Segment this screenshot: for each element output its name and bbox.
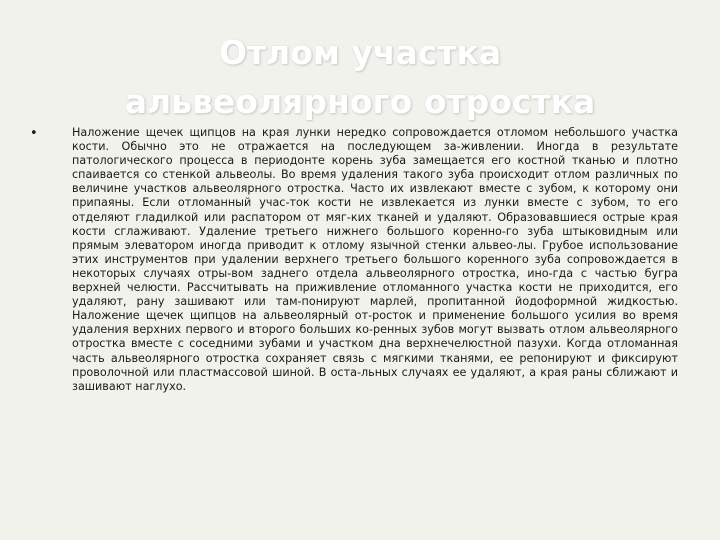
bullet-item [28, 126, 678, 394]
bullet-icon: • [30, 126, 38, 141]
slide-title: Отлом участка альвеолярного отростка [124, 33, 596, 121]
slide-content [28, 126, 678, 394]
bullet-text: Наложение щечек щипцов на края лунки нередко сопровождается отломом небольшого участка кости. Обычно это не отражается на последующем за-живлении. Иногда в результате патологического процесса в периодонте корень зуба замещается его костной тканью и плотно спаивается со стенкой альвеолы. Во время удаления такого зуба происходит отлом различных по величине участков альвеолярного отростка. Часто их извлекают вместе с зубом, к которому они припаяны. Если отломанный учас-ток кости не извлекается из лунки вместе с зубом, то его отделяют гладилкой или распатором от мяг-ких тканей и удаляют. Образовавшиеся острые края кости сглаживают. Удаление третьего нижнего большого коренно-го зуба штыковидным или прямым элеватором иногда приводит к отлому язычной стенки альвео-лы. Грубое использование этих инструментов при удалении верхнего третьего большого коренного зуба сопровождается в некоторых случаях отры-вом заднего отдела альвеолярного отростка, ино-гда с частью бугра верхней челюсти. Рассчитывать на приживление отломанного участка кости не приходится, его удаляют, рану зашивают или там-понируют марлей, пропитанной йодоформной жидкостью. Наложение щечек щипцов на альвеолярный от-росток и применение большого усилия во время удаления верхних первого и второго больших ко-ренных зубов могут вызвать отлом альвеолярного отростка вместе с соседними зубами и участком дна верхнечелюстной пазухи. Когда отломанная часть альвеолярного отростка сохраняет связь с мягкими тканями, ее репонируют и фиксируют проволочной или пластмассовой шиной. В оста-льных случаях ее удаляют, а края раны сближают и зашивают наглухо. [72, 126, 678, 393]
